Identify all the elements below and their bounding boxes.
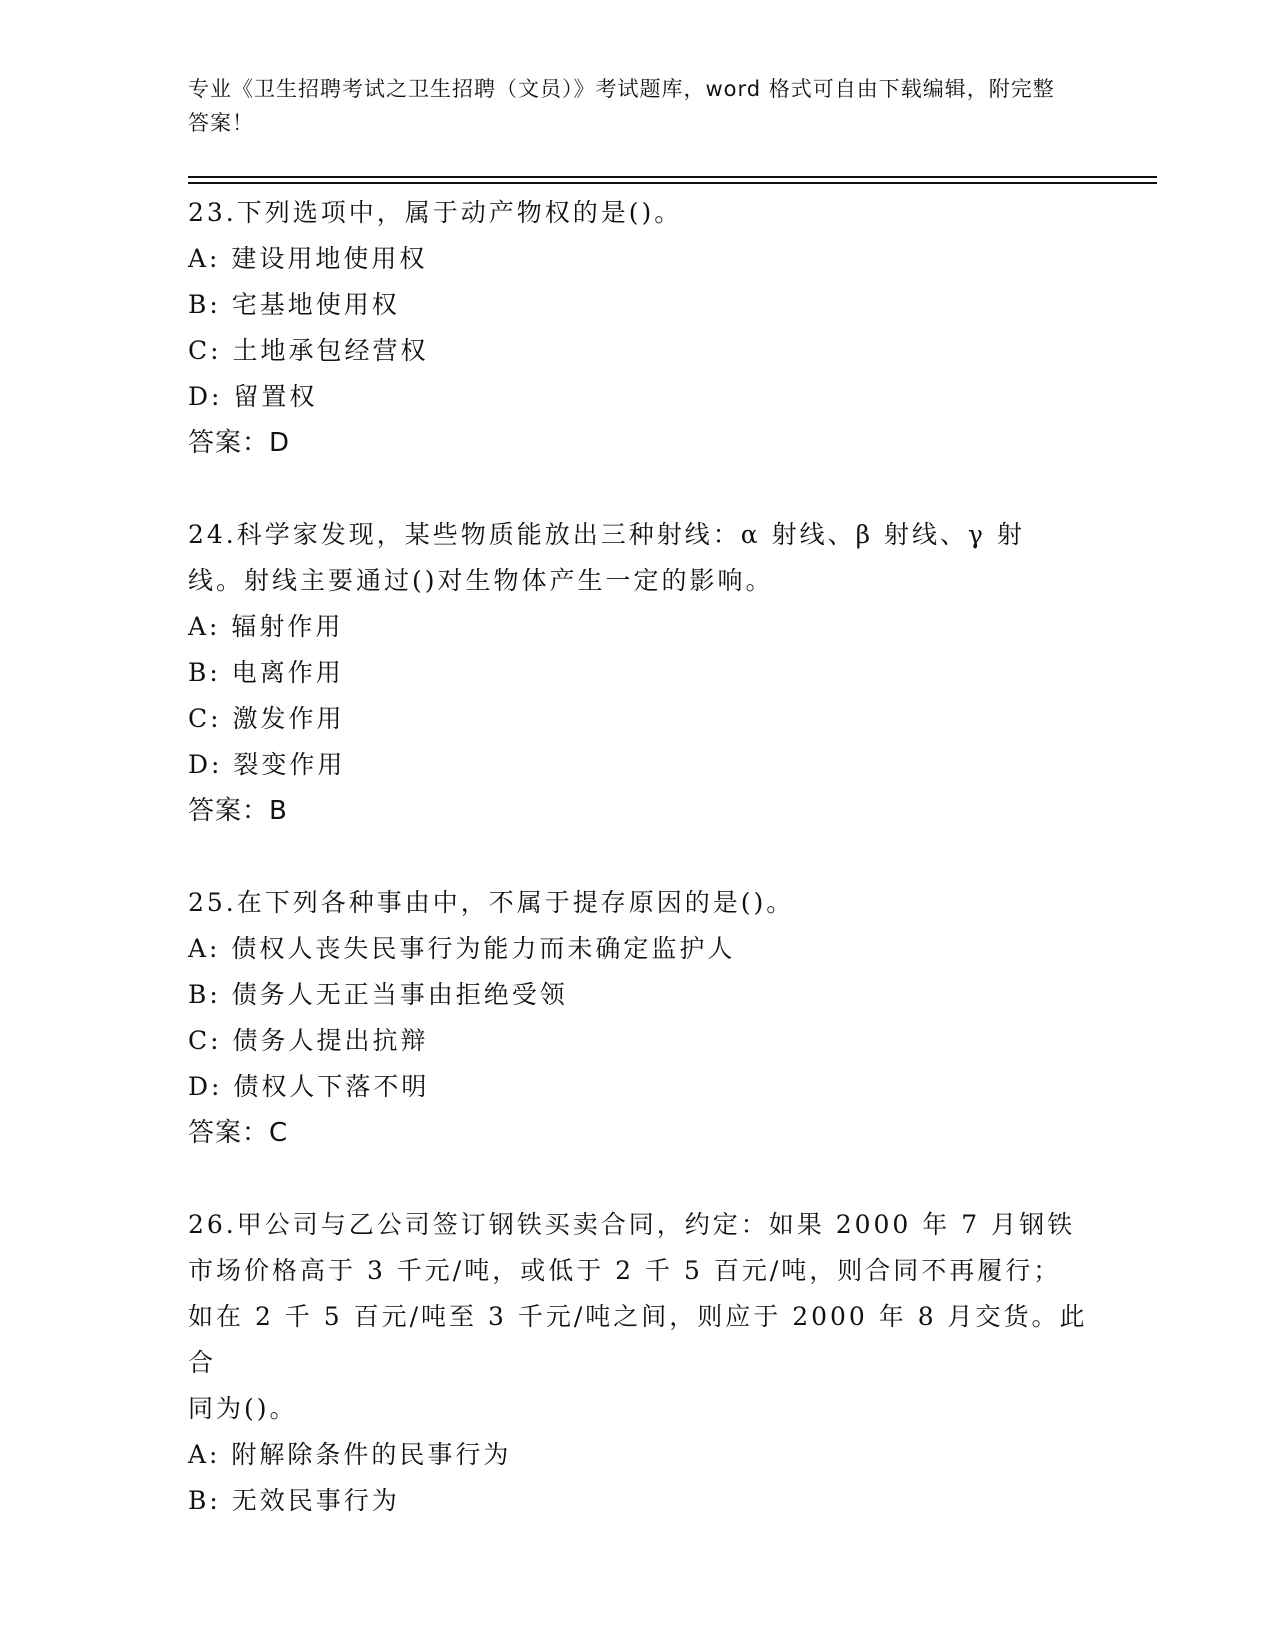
option-d: D: 留置权 [188,382,318,411]
option-c: C: 激发作用 [188,704,345,733]
option-b: B: 债务人无正当事由拒绝受领 [188,980,568,1009]
option-b: B: 宅基地使用权 [188,290,400,319]
question-stem-line-2: 线。射线主要通过()对生物体产生一定的影响。 [188,566,774,595]
option-b: B: 无效民事行为 [188,1486,400,1515]
question-26 [188,1202,1088,1524]
header-divider-top [188,176,1157,178]
question-stem: 23.下列选项中，属于动产物权的是()。 [188,198,683,227]
document-header: 专业《卫生招聘考试之卫生招聘（文员）》考试题库，word 格式可自由下载编辑，附完整答案！ [188,77,1055,135]
question-stem-line-2: 市场价格高于 3 千元/吨，或低于 2 千 5 百元/吨，则合同不再履行； [188,1256,1062,1285]
answer-line: 答案：D [188,428,291,458]
question-24 [188,512,1088,834]
header-divider-bottom [188,182,1157,184]
question-23 [188,190,1088,466]
option-b: B: 电离作用 [188,658,344,687]
question-stem-line-4: 同为()。 [188,1394,298,1423]
option-a: A: 辐射作用 [188,612,344,641]
option-a: A: 附解除条件的民事行为 [188,1440,512,1469]
answer-line: 答案：C [188,1118,289,1148]
option-c: C: 债务人提出抗辩 [188,1026,429,1055]
answer-line: 答案：B [188,796,288,826]
option-c: C: 土地承包经营权 [188,336,429,365]
option-a: A: 建设用地使用权 [188,244,428,273]
option-a: A: 债权人丧失民事行为能力而未确定监护人 [188,934,736,963]
question-list [188,190,1088,1524]
question-stem: 25.在下列各种事由中，不属于提存原因的是()。 [188,888,795,917]
question-25 [188,880,1088,1156]
option-d: D: 裂变作用 [188,750,346,779]
option-d: D: 债权人下落不明 [188,1072,430,1101]
question-stem-line-3: 如在 2 千 5 百元/吨至 3 千元/吨之间，则应于 2000 年 8 月交货。此合 [188,1302,1088,1377]
question-stem-line-1: 26.甲公司与乙公司签订钢铁买卖合同，约定：如果 2000 年 7 月钢铁 [188,1210,1076,1239]
question-stem-line-1: 24.科学家发现，某些物质能放出三种射线：α 射线、β 射线、γ 射 [188,520,1025,549]
